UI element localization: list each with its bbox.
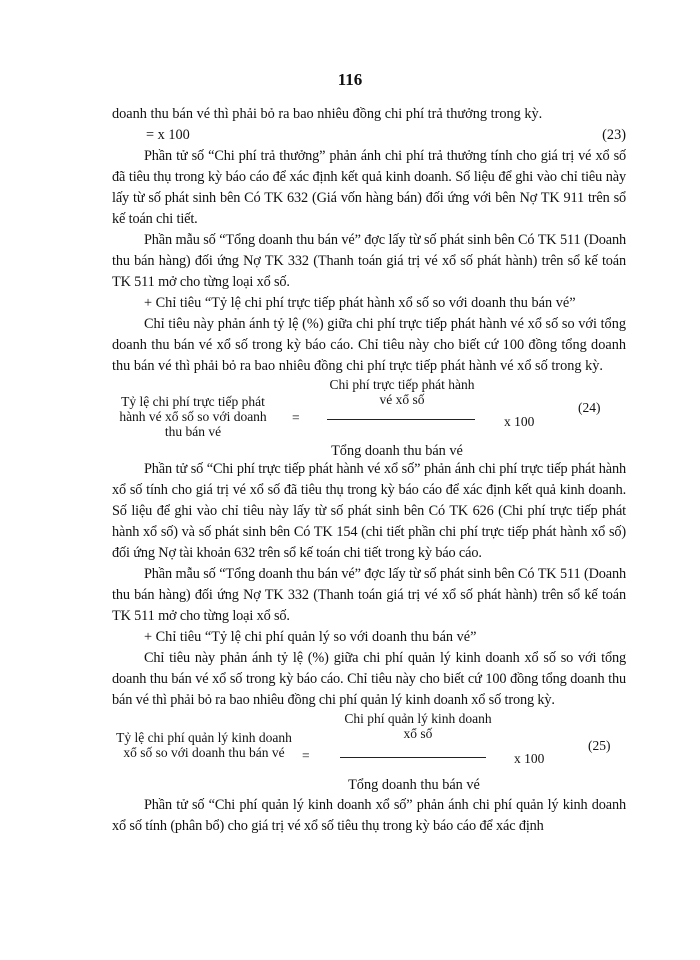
paragraph-tu-so-tra-thuong: Phần tử số “Chi phí trả thưởng” phản ánh chi phí trả thưởng tính cho giá trị vé xổ số đã tiêu thụ trong kỳ báo cáo để xác định kết quả kinh doanh. Số liệu để ghi vào chỉ tiêu này lấy từ số phát sinh bên Có TK 632 (Giá vốn hàng bán) đối ứng với bên Nợ TK 911 trên sổ kế toán chi tiết.: [112, 148, 626, 227]
paragraph-tu-so-quan-ly: Phần tử số “Chi phí quản lý kinh doanh xổ số” phản ánh chi phí quản lý kinh doanh xổ số tính (phân bổ) cho giá trị vé xổ số tiêu thụ trong kỳ báo cáo để xác định: [112, 797, 626, 834]
formula-24-label: Tỷ lệ chi phí trực tiếp phát hành vé xổ số so với doanh thu bán vé: [119, 394, 267, 439]
formula-24-denominator: Tổng doanh thu bán vé: [331, 443, 463, 459]
paragraph-chi-tieu-truc-tiep: Chỉ tiêu này phản ánh tỷ lệ (%) giữa chi phí trực tiếp phát hành vé xổ số so với tổng doanh thu bán vé xổ số trong kỳ báo cáo. Chỉ tiêu này cho biết cứ 100 đồng tổng doanh thu bán vé thì phải bỏ ra bao nhiêu đồng chi phí trực tiếp phát hành vé xổ số trong kỳ.: [112, 316, 626, 374]
formula-25-multiplier: x 100: [514, 751, 545, 766]
equation-23-expression: = x 100: [146, 127, 190, 143]
formula-24-numerator: Chi phí trực tiếp phát hành vé xổ số: [329, 377, 475, 407]
paragraph-1: doanh thu bán vé thì phải bỏ ra bao nhiêu đồng chi phí trả thưởng trong kỳ.: [112, 106, 543, 122]
formula-24-fraction-bar: [327, 419, 475, 420]
formula-24-equals: =: [292, 410, 300, 425]
formula-25-fraction-bar: [340, 757, 486, 758]
indicator-heading-quan-ly: + Chỉ tiêu “Tỷ lệ chi phí quản lý so với doanh thu bán vé”: [144, 629, 477, 645]
paragraph-chi-tieu-quan-ly: Chỉ tiêu này phản ánh tỷ lệ (%) giữa chi phí quản lý kinh doanh xổ số so với tổng doanh thu bán vé xổ số trong kỳ báo cáo. Chỉ tiêu này cho biết cứ 100 đồng tổng doanh thu bán vé thì phải bỏ ra bao nhiêu đồng chi phí quản lý kinh doanh xổ số trong kỳ.: [112, 650, 626, 708]
formula-25-equals: =: [302, 748, 310, 763]
formula-24-multiplier: x 100: [504, 414, 535, 429]
formula-25: [112, 711, 626, 795]
formula-24: [112, 377, 626, 459]
paragraph-mau-so-1: Phần mẫu số “Tổng doanh thu bán vé” đợc lấy từ số phát sinh bên Có TK 511 (Doanh thu bán hàng) đối ứng Nợ TK 332 (Thanh toán giá trị vé xổ số phát hành) trên sổ kế toán TK 511 mở cho từng loại xổ số.: [112, 232, 626, 290]
indicator-heading-truc-tiep: + Chỉ tiêu “Tỷ lệ chi phí trực tiếp phát hành xổ số so với doanh thu bán vé”: [144, 295, 576, 311]
formula-25-label: Tỷ lệ chi phí quản lý kinh doanh xổ số so với doanh thu bán vé: [116, 730, 292, 760]
equation-23-number: (23): [602, 127, 626, 143]
paragraph-mau-so-2: Phần mẫu số “Tổng doanh thu bán vé” đợc lấy từ số phát sinh bên Có TK 511 (Doanh thu bán hàng) đối ứng Nợ TK 332 (Thanh toán giá trị vé xổ số phát hành) trên sổ kế toán TK 511 mở cho từng loại xổ số.: [112, 566, 626, 624]
formula-25-numerator: Chi phí quản lý kinh doanh xổ số: [344, 711, 492, 741]
formula-25-denominator: Tổng doanh thu bán vé: [348, 777, 480, 793]
formula-25-number: (25): [588, 738, 611, 753]
page-number: 116: [337, 70, 363, 89]
paragraph-tu-so-truc-tiep: Phần tử số “Chi phí trực tiếp phát hành vé xổ số” phản ánh chi phí trực tiếp phát hành xổ số tính cho giá trị vé xổ số đã tiêu thụ trong kỳ báo cáo để xác định kết quả kinh doanh. Số liệu để ghi vào chỉ tiêu này lấy từ số phát sinh bên Có TK 626 (Chi phí trực tiếp phát hành xổ số) và số phát sinh bên Có TK 154 (chi tiết phần chi phí trực tiếp phát hành xổ số) đối ứng Nợ tài khoản 632 trên sổ kế toán chi tiết trong kỳ báo cáo.: [112, 461, 626, 561]
document-body: [112, 104, 626, 837]
formula-24-number: (24): [578, 400, 601, 415]
equation-23: [112, 125, 626, 146]
